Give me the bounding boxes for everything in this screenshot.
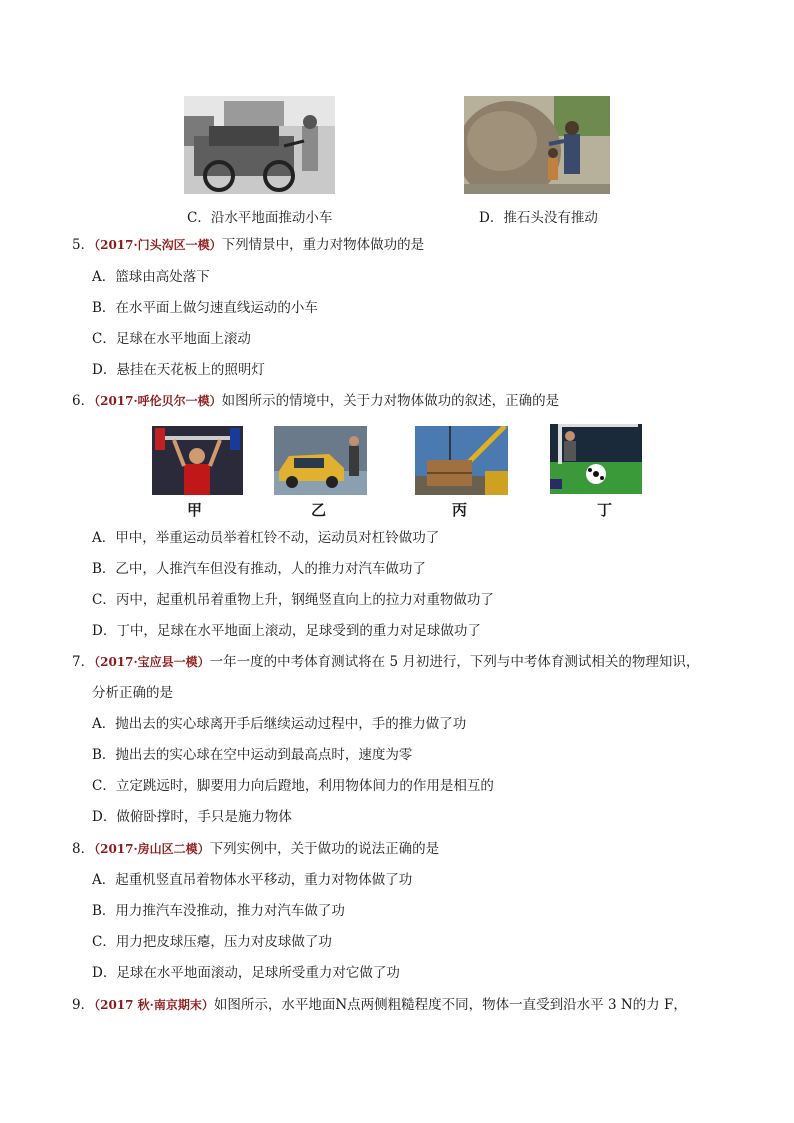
option: B．抛出去的实心球在空中运动到最高点时，速度为零	[92, 747, 413, 763]
question-stem: 如图所示，水平地面N点两侧粗糙程度不同，物体一直受到沿水平 3 N的力 F，	[213, 997, 687, 1013]
source-tag: （2017·房山区二模）	[94, 842, 210, 856]
photo-push-cart	[184, 96, 335, 194]
question-number: 9．	[72, 997, 95, 1013]
caption-c: C．沿水平地面推动小车	[187, 210, 333, 226]
question-7	[72, 653, 699, 671]
question-8	[72, 840, 439, 858]
option: C．用力把皮球压瘪，压力对皮球做了功	[92, 934, 332, 950]
option: A．甲中，举重运动员举着杠铃不动，运动员对杠铃做功了	[92, 530, 440, 546]
option: C．立定跳远时，脚要用力向后蹬地，利用物体间力的作用是相互的	[92, 778, 494, 794]
option: D．丁中，足球在水平地面上滚动，足球受到的重力对足球做功了	[92, 623, 481, 639]
question-stem: 下列实例中，关于做功的说法正确的是	[209, 841, 440, 857]
question-stem: 下列情景中，重力对物体做功的是	[221, 237, 425, 253]
figure-label-ding: 丁	[597, 501, 613, 519]
question-stem-continued: 分析正确的是	[92, 685, 173, 701]
figure-label-bing: 丙	[452, 501, 468, 519]
caption-d: D．推石头没有推动	[479, 210, 598, 226]
option: C．足球在水平地面上滚动	[92, 331, 251, 347]
question-number: 5．	[72, 237, 95, 253]
option: D．悬挂在天花板上的照明灯	[92, 362, 265, 378]
option: B．在水平面上做匀速直线运动的小车	[92, 300, 318, 316]
photo-weightlifter	[152, 426, 243, 495]
question-9	[72, 996, 687, 1014]
source-tag: （2017 秋·南京期末）	[94, 998, 214, 1012]
option: B．用力推汽车没推动，推力对汽车做了功	[92, 903, 345, 919]
option: B．乙中，人推汽车但没有推动，人的推力对汽车做功了	[92, 561, 426, 577]
photo-push-car	[274, 426, 367, 495]
figure-label-yi: 乙	[311, 501, 327, 519]
question-number: 6．	[72, 393, 95, 409]
question-number: 8．	[72, 841, 95, 857]
option: D．做俯卧撑时，手只是施力物体	[92, 809, 292, 825]
question-stem: 一年一度的中考体育测试将在 5 月初进行，下列与中考体育测试相关的物理知识，	[209, 654, 700, 670]
question-stem: 如图所示的情境中，关于力对物体做功的叙述，正确的是	[221, 393, 560, 409]
question-5	[72, 236, 424, 254]
option: C．丙中，起重机吊着重物上升，钢绳竖直向上的拉力对重物做功了	[92, 592, 494, 608]
source-tag: （2017·宝应县一模）	[94, 655, 210, 669]
photo-push-rock	[464, 96, 610, 194]
source-tag: （2017·呼伦贝尔一模）	[94, 394, 222, 408]
option: A．抛出去的实心球离开手后继续运动过程中，手的推力做了功	[92, 716, 467, 732]
question-6	[72, 392, 559, 410]
photo-crane	[415, 426, 508, 495]
option: D．足球在水平地面滚动，足球所受重力对它做了功	[92, 965, 400, 981]
photo-soccer	[550, 424, 642, 494]
source-tag: （2017·门头沟区一模）	[94, 238, 222, 252]
figure-label-jia: 甲	[187, 501, 203, 519]
option: A．篮球由高处落下	[92, 269, 210, 285]
option: A．起重机竖直吊着物体水平移动，重力对物体做了功	[92, 872, 413, 888]
question-number: 7．	[72, 654, 95, 670]
